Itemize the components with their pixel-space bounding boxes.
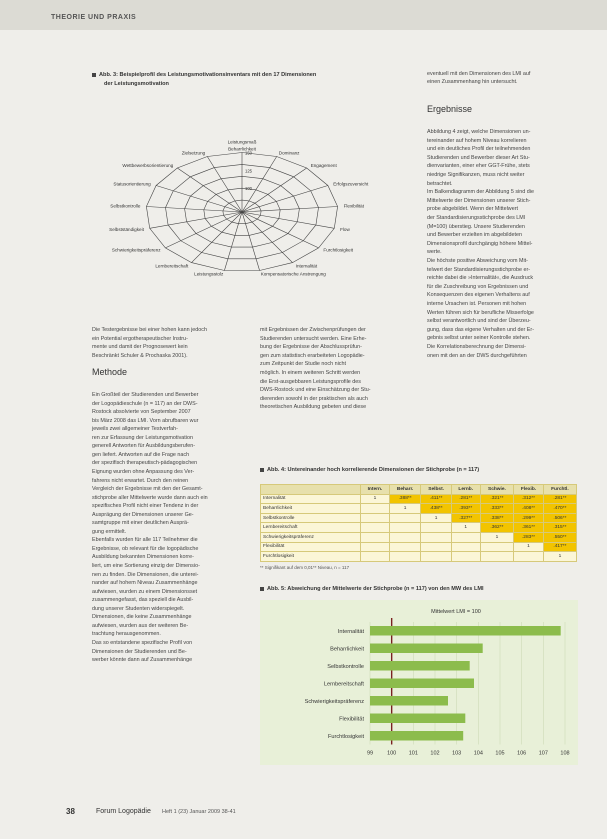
table-row [261, 552, 577, 562]
bar [370, 731, 463, 741]
row-label: Schwierigkeitspräferenz [261, 532, 361, 542]
footer-issue: Heft 1 (23) Januar 2009 38-41 [162, 809, 236, 815]
text-line: Ausprägung der Dimensionen unserer Ge- [92, 511, 194, 518]
text-line: aufwiesen, wurden aus der weiteren Be- [92, 622, 189, 629]
table-header: Schwie. [480, 485, 514, 495]
table-corner [261, 485, 361, 495]
table-cell [389, 542, 421, 552]
table-cell [451, 542, 480, 552]
x-tick-label: 101 [408, 750, 418, 757]
table-row [261, 494, 577, 504]
x-tick-label: 103 [452, 750, 462, 757]
text-line: Abbildung 4 zeigt, welche Dimensionen un- [427, 129, 531, 135]
table-cell [389, 513, 421, 523]
table-cell [389, 552, 421, 562]
text-line: reichte dabei die »Internalität«, die Ausdruck [427, 275, 534, 282]
text-line: Rostock absolvierte von September 2007 [92, 409, 191, 416]
radar-axis-label: Dominanz [278, 150, 300, 156]
table-cell [361, 523, 390, 533]
table-cell: 1 [480, 532, 514, 542]
row-label: Beharrlichkeit [261, 504, 361, 514]
radar-axis [165, 212, 242, 248]
text-line: dienvarianten, einer eher GGT-Frühe, stets [427, 163, 530, 170]
table-header: Flexib. [514, 485, 544, 495]
table-cell: .411** [421, 494, 451, 504]
table-cell: 1 [389, 504, 421, 514]
radar-axis [177, 168, 242, 212]
bar [370, 626, 561, 636]
text-line: werber könnte dann auf Zusammenhänge [92, 657, 193, 664]
text-line: möglich. In einem weiteren Schritt werden [260, 370, 361, 376]
text-line: gung, dass das eigene Verhalten und der Er- [427, 326, 534, 333]
table-cell [361, 504, 390, 514]
fig3-caption: Abb. 3: Beispielprofil des Leistungsmotivationsinventars mit den 17 Dimensionen [92, 71, 316, 79]
bar-label: Flexibilität [339, 716, 364, 723]
x-tick-label: 105 [495, 750, 505, 757]
x-tick-label: 108 [560, 750, 570, 757]
radar-axis-label: Wettbewerbsorientierung [122, 162, 174, 168]
text-line: nander auf hohem Niveau Zusammenhänge [92, 580, 198, 587]
text-line: der Standardisierungsstichprobe des LMI [427, 215, 526, 221]
table-header: Beharr. [389, 485, 421, 495]
text-line: zum Zeitpunkt der Studie noch nicht [260, 361, 346, 368]
fig4-footnote: ** Signifikant auf dem 0,01** Niveau, n = 117 [260, 565, 350, 570]
text-line: und Bewerber erzielten im abgebildeten [427, 232, 522, 239]
text-line: betrachtet. [427, 180, 453, 187]
header-section: THEORIE UND PRAXIS [51, 14, 137, 21]
x-tick-label: 106 [517, 750, 527, 757]
text-line: (M=100) überstieg. Unsere Studierenden [427, 223, 525, 230]
bar [370, 644, 483, 654]
table-cell: .321** [480, 494, 514, 504]
fig4-caption: Abb. 4: Untereinander hoch korrelierende Dimensionen der Stichprobe (n = 117) [260, 466, 479, 474]
radar-axis-label: Furchtlosigkeit [323, 247, 354, 253]
text-line: ren zur Erfassung der Leistungsmotivation [92, 434, 193, 441]
table-cell [389, 532, 421, 542]
fig3-caption-2: der Leistungsmotivation [104, 81, 169, 87]
text-line: eventuell mit den Dimensionen des LMI auf [427, 71, 531, 77]
bar-label: Internalität [337, 629, 364, 635]
table-cell [361, 513, 390, 523]
text-line: bung der Ergebnisse der Abschlussprüfun- [260, 344, 362, 351]
text-line: Mittelwerte der Dimensionen unserer Stich- [427, 197, 531, 204]
radar-scale-tick: 150 [245, 150, 252, 156]
radar-axis-label: Schwierigkeitspräferenz [111, 247, 161, 253]
table-cell [451, 532, 480, 542]
text-line: liert, um eine Sortierung einzig der Dimensio- [92, 563, 200, 569]
text-line: Vergleich der Ergebnisse mit den der Gesamt- [92, 486, 203, 493]
table-cell [389, 523, 421, 533]
text-line: gen zum statistisch erarbeiteten Logopädie- [260, 352, 365, 359]
text-line: für die Zuschreibung von Ergebnissen und [427, 283, 529, 290]
table-row [261, 542, 577, 552]
radar-axis [242, 212, 319, 248]
table-cell: 1 [543, 552, 576, 562]
x-tick-label: 102 [430, 750, 440, 757]
table-cell: .327** [451, 513, 480, 523]
table-row [261, 513, 577, 523]
text-line: Beschränkt Schuler & Prochaska 2001). [92, 352, 188, 359]
radar-axis-label: Kompensatorische Anstrengung [260, 271, 326, 277]
text-line: Ergebnisse, ob relevant für die logopädische [92, 545, 199, 552]
table-cell: .281** [451, 494, 480, 504]
radar-axis-label: Erfolgszuversicht [333, 181, 369, 187]
bar-label: Beharrlichkeit [330, 646, 364, 653]
table-cell: .393** [451, 504, 480, 514]
table-cell: 1 [514, 542, 544, 552]
text-line: der spezifisch therapeutisch-pädagogischen [92, 460, 198, 467]
ergebnisse-heading: Ergebnisse [427, 104, 473, 114]
table-cell: .408** [514, 504, 544, 514]
table-cell: .550** [543, 532, 576, 542]
text-line: gung ermittelt. [92, 528, 127, 535]
bar [370, 661, 470, 671]
table-cell: .388** [389, 494, 421, 504]
table-cell: .315** [543, 523, 576, 533]
text-line: Die Korrelationsberechnung der Dimensi- [427, 344, 526, 350]
table-cell [421, 542, 451, 552]
text-line: Dimensionsprofil durchgängig höhere Mittel- [427, 240, 533, 247]
row-label: Selbstkontrolle [261, 513, 361, 523]
table-row [261, 523, 577, 533]
text-line: aufwiesen, wurden zu einem Dimensionsset [92, 588, 198, 595]
table-row [261, 532, 577, 542]
table-cell [451, 552, 480, 562]
footer-page: 38 [66, 807, 75, 816]
text-line: nen zu finden. Die Dimensionen, die unterei- [92, 571, 199, 578]
radar-chart [92, 92, 392, 332]
text-line: Ein Großteil der Studierenden und Bewerber [92, 392, 199, 398]
table-cell: .312** [514, 494, 544, 504]
table-cell [361, 532, 390, 542]
table-header: Furchtl. [543, 485, 576, 495]
table-cell: 1 [451, 523, 480, 533]
text-line: samtgruppe mit einer deutlichen Ausprä- [92, 520, 189, 527]
bar [370, 696, 448, 706]
radar-axis-label: Leistungsstolz [194, 271, 224, 277]
x-tick-label: 99 [366, 750, 374, 757]
table-row [261, 504, 577, 514]
text-line: Konsequenzen des eigenen Verhaltens auf [427, 292, 530, 299]
bar [370, 714, 465, 724]
text-line: trachtung herausgenommen. [92, 631, 161, 638]
table-header: Lernb. [451, 485, 480, 495]
text-line: werte. [427, 249, 442, 256]
text-line: die Erst-ausgebbaren Leistungsprofile des [260, 378, 361, 385]
table-header: Intern. [361, 485, 390, 495]
text-line: Werten führen sich für berufliche Misserfolge [427, 309, 534, 316]
text-line: gebnis selbst unter seiner Kontrolle stehen. [427, 335, 531, 342]
text-line: Ebenfalls wurden für alle 117 Teilnehmer die [92, 537, 198, 544]
text-line: niedrige Signifikanzen, muss nicht weiter [427, 172, 525, 178]
text-line: spezifisches Profil nicht einer Tendenz in der [92, 503, 199, 510]
fig5-caption: Abb. 5: Abweichung der Mittelwerte der Stichprobe (n = 117) von den MW des LMI [260, 585, 484, 593]
radar-axis-label: Flexibilität [343, 203, 365, 209]
correlation-table [260, 484, 577, 562]
radar-axis-label: Selbstkontrolle [110, 203, 141, 209]
row-label: Internalität [261, 494, 361, 504]
bar-chart [260, 600, 578, 765]
text-line: Die höchste positive Abweichung vom Mit- [427, 258, 528, 264]
x-tick-label: 104 [473, 750, 483, 757]
text-line: tereinander auf hohem Niveau korrelieren [427, 137, 527, 144]
text-line: Dimensionen der Studierenden und Be- [92, 648, 187, 655]
methode-heading: Methode [92, 367, 128, 377]
radar-axis-label: Lernbereitschaft [155, 263, 189, 269]
x-tick-label: 107 [538, 750, 548, 757]
text-line: bis März 2008 das LMI. Vorn abrufbaren wur [92, 417, 199, 424]
text-line: onen mit den an der DWS durchgeführten [427, 352, 527, 359]
table-cell [421, 552, 451, 562]
text-line: Studierenden untersucht werden. Eine Erhe- [260, 335, 367, 342]
text-line: jeweils zwei allgemeiner Testverfah- [92, 426, 178, 433]
radar-axis-label: Engagement [310, 162, 337, 168]
bar-chart-title: Mittelwert LMI = 100 [431, 609, 481, 615]
table-cell: .506** [543, 513, 576, 523]
table-cell: .417** [543, 542, 576, 552]
table-cell: .361** [514, 523, 544, 533]
bar-label: Lernbereitschaft [323, 681, 364, 688]
table-cell: .470** [543, 504, 576, 514]
table-cell [361, 552, 390, 562]
text-line: Studierenden und Bewerber dieser Art Stu- [427, 154, 530, 161]
text-line: dierenden sowohl in der praktischen als auch [260, 395, 368, 402]
text-line: gen liefert. Antworten auf die Frage nach [92, 451, 190, 458]
table-cell [514, 552, 544, 562]
radar-axis-label: Zielsetzung [181, 150, 206, 156]
text-line: mente und damit der Prognosewert kein [92, 344, 188, 351]
x-tick-label: 100 [387, 750, 397, 757]
radar-axis-label: Statusorientierung [113, 181, 151, 187]
table-cell [361, 542, 390, 552]
table-cell: .362** [480, 523, 514, 533]
text-line: interne Ursachen ist. Personen mit hohen [427, 301, 527, 307]
table-cell [421, 532, 451, 542]
text-line: zusammengefasst, das speziell die Ausbil- [92, 597, 194, 604]
footer-journal: Forum Logopädie [96, 808, 151, 815]
text-line: generell Antworten für Ausbildungsberufen- [92, 443, 196, 450]
bar-label: Schwierigkeitspräferenz [304, 699, 364, 705]
radar-axis-label: Flow [340, 226, 350, 232]
table-cell [421, 523, 451, 533]
table-cell: .333** [480, 504, 514, 514]
radar-axis-label: Internalität [295, 263, 318, 269]
text-line: ein Potential ergotherapeutischer Instru- [92, 335, 188, 342]
text-line: Ausbildung bekannten Dimensionen korre- [92, 554, 194, 561]
row-label: Furchtlosigkeit [261, 552, 361, 562]
text-line: DWS-Rostock und eine Einschätzung der Stu- [260, 387, 371, 394]
table-cell [480, 552, 514, 562]
text-line: dung unserer Studenten widerspiegelt. [92, 605, 185, 612]
table-cell: .299** [514, 513, 544, 523]
table-cell: .281** [543, 494, 576, 504]
radar-axis-label: Selbstständigkeit [109, 226, 144, 232]
table-cell: .438** [421, 504, 451, 514]
bar [370, 679, 474, 689]
table-cell: .338** [480, 513, 514, 523]
table-cell: .283** [514, 532, 544, 542]
text-line: Dimensionen, die keine Zusammenhänge [92, 614, 192, 621]
row-label: Flexibilität [261, 542, 361, 552]
text-line: probe abgebildet. Wenn der Mittelwert [427, 206, 518, 213]
text-line: fahrens nicht erwartet. Durch den reinen [92, 477, 189, 484]
bar-label: Furchtlosigkeit [327, 734, 364, 740]
radar-center-label: Leistungsmaß [227, 139, 257, 145]
table-cell: 1 [421, 513, 451, 523]
row-label: Lernbereitschaft [261, 523, 361, 533]
table-header: Selbst. [421, 485, 451, 495]
text-line: Im Balkendiagramm der Abbildung 5 sind die [427, 189, 534, 196]
text-line: einen Zusammenhang hin untersucht. [427, 79, 518, 86]
text-line: Das so entstandene spezifische Profil von [92, 639, 193, 646]
text-line: telwert der Standardisierungsstichprobe er- [427, 266, 531, 273]
radar-scale-tick: 125 [245, 168, 252, 174]
bar-label: Selbstkontrolle [327, 664, 364, 670]
table-cell: 1 [361, 494, 390, 504]
radar-scale-tick: 100 [245, 186, 252, 192]
text-line: mit Ergebnissen der Zwischenprüfungen der [260, 327, 366, 333]
text-line: stichprobe aller Mittelwerte wurde dann auch ein [92, 494, 208, 501]
text-line: der Logopädieschule (n = 117) an der DWS- [92, 400, 198, 407]
text-line: und ein deutliches Profil der teilnehmenden [427, 146, 531, 153]
text-line: theoretischen Ausbildung gebeten und diese [260, 404, 367, 411]
radar-axis-label: Beharrlichkeit [228, 146, 256, 152]
text-line: selbst verantwortlich und sind der Überzeu- [427, 318, 531, 325]
text-line: Eignung wurden ohne Anpassung des Ver- [92, 468, 195, 475]
text-line: Die Testergebnisse bei einer hohen kann jedoch [92, 327, 207, 333]
table-cell [480, 542, 514, 552]
